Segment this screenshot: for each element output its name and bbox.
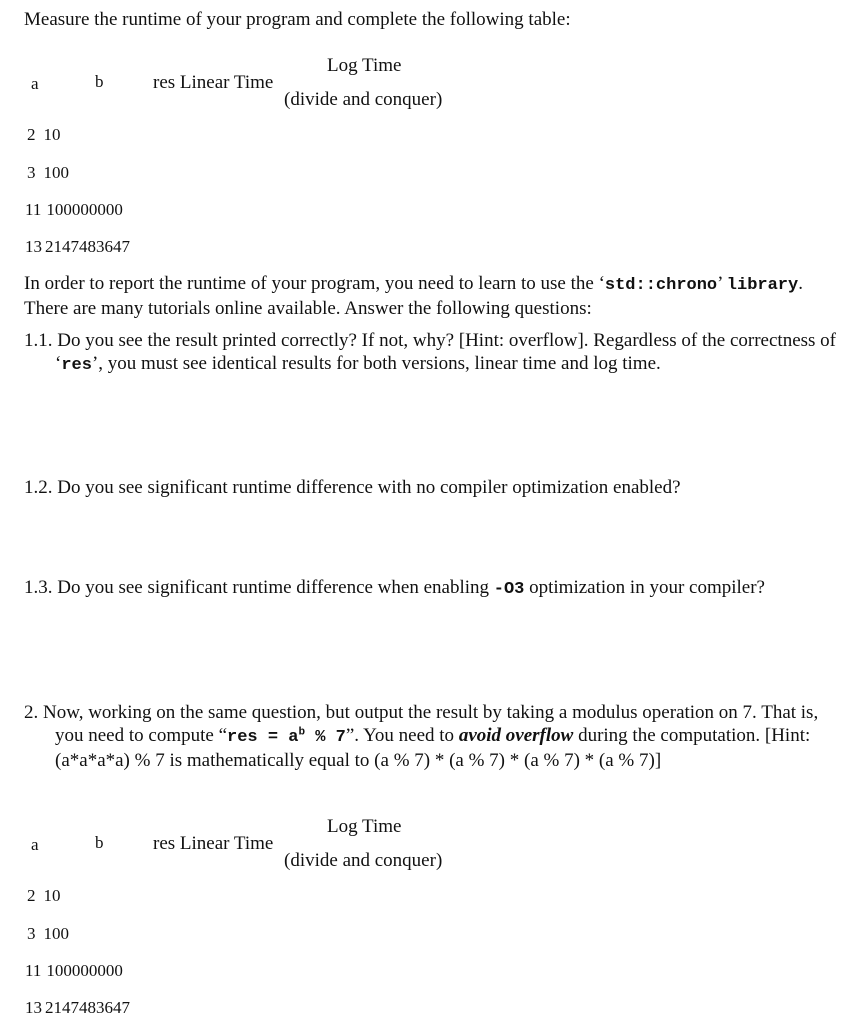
table2-col-log-line1: Log Time	[327, 816, 402, 837]
table-row: 13 2147483647	[25, 998, 130, 1017]
question-1-1: 1.1. Do you see the result printed correctly? If not, why? [Hint: overflow]. Regardless of the correctness of ‘res’, you must see identical results for both versions, linear time and log time.	[24, 330, 836, 375]
question-1-2: 1.2. Do you see significant runtime difference with no compiler optimization enabled?	[24, 477, 681, 498]
question-1-3: 1.3. Do you see significant runtime difference when enabling -O3 optimization in your compiler?	[24, 577, 765, 599]
question-number: 1.2.	[24, 477, 53, 498]
question-number: 2.	[24, 702, 39, 723]
question-number: 1.1.	[24, 330, 53, 351]
table1-col-log-line2: (divide and conquer)	[284, 89, 443, 110]
table2-col-b: b	[95, 833, 104, 852]
code-res-formula: res = $a^b$ % 7	[227, 726, 346, 747]
table-row: 3 100	[27, 163, 69, 182]
emphasis-avoid-overflow: avoid overflow	[458, 725, 574, 746]
table2-col-res-linear: res Linear Time	[153, 833, 274, 854]
code-std-chrono: std::chrono	[604, 276, 718, 295]
table-row: 11 100000000	[25, 200, 123, 219]
code-o3: -O3	[493, 580, 525, 599]
table-row: 3 100	[27, 924, 69, 943]
table-row: 2 10	[27, 886, 61, 905]
table2-col-log-line2: (divide and conquer)	[284, 850, 443, 871]
table2-col-a: a	[31, 835, 39, 854]
table1-col-a: a	[31, 74, 39, 93]
table1-col-res-linear: res Linear Time	[153, 72, 274, 93]
code-res: res	[61, 356, 92, 375]
table1-col-log-line1: Log Time	[327, 55, 402, 76]
table-row: 11 100000000	[25, 961, 123, 980]
table-row: 13 2147483647	[25, 237, 130, 256]
intro-text: Measure the runtime of your program and complete the following table:	[24, 9, 571, 30]
table1-col-b: b	[95, 72, 104, 91]
chrono-paragraph: In order to report the runtime of your program, you need to learn to use the ‘std::chrono’ library. There are many tutorials online available. Answer the following questions:	[24, 273, 803, 319]
code-library: library	[726, 276, 799, 295]
table-row: 2 10	[27, 125, 61, 144]
question-2: 2. Now, working on the same question, but output the result by taking a modulus operation on 7. That is, you need to compute “res = $a^b$ % 7”. You need to avoid overflow during the computation. [Hint: (a*a*a*a) % 7 is mathematically equal to (a % 7) * (a % 7) * (a % 7) * (a % 7)]	[24, 702, 819, 771]
question-number: 1.3.	[24, 577, 53, 598]
